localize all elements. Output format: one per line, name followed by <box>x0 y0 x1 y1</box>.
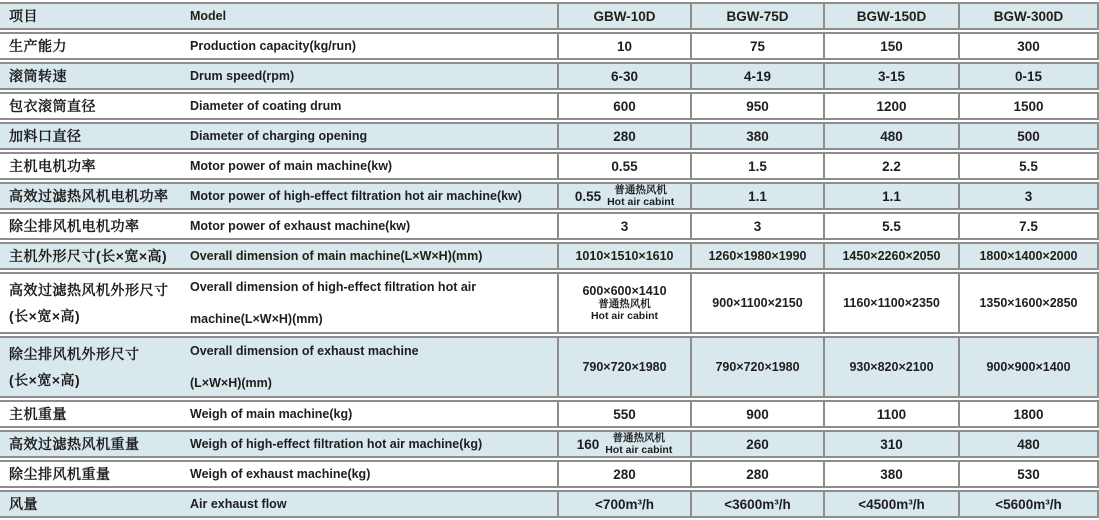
value-cell: 1350×1600×2850 <box>958 272 1099 334</box>
label-line-2: machine(L×W×H)(mm) <box>190 312 323 327</box>
value-cell: 7.5 <box>958 212 1099 240</box>
row-air-exhaust-flow <box>0 490 1099 518</box>
label-two-lines <box>9 276 185 330</box>
row-exhaust-motor-power <box>0 212 1099 240</box>
item-label-en: Motor power of high-effect filtration hot air machine(kw) <box>185 182 557 210</box>
value-cell: 75 <box>690 32 823 60</box>
value-cell: 380 <box>823 460 958 488</box>
item-label-en <box>185 336 557 398</box>
row-main-motor-power <box>0 152 1099 180</box>
value-cell: 1100 <box>823 400 958 428</box>
value-cell: 280 <box>690 460 823 488</box>
value-cell: 6-30 <box>557 62 690 90</box>
item-label-cn: 生产能力 <box>0 32 185 60</box>
row-exhaust-machine-dimension <box>0 336 1099 398</box>
item-label-cn: 加料口直径 <box>0 122 185 150</box>
header-model-label: Model <box>185 2 557 30</box>
value-cell: 3 <box>557 212 690 240</box>
value-cell-with-note <box>557 430 690 458</box>
value-cell: 1.5 <box>690 152 823 180</box>
label-two-lines <box>9 340 185 394</box>
note-en: Hot air cabint <box>607 196 675 209</box>
item-label-cn: 滚筒转速 <box>0 62 185 90</box>
label-line-1: 除尘排风机外形尺寸 <box>9 346 140 363</box>
value-cell: 1260×1980×1990 <box>690 242 823 270</box>
row-hot-air-machine-dimension <box>0 272 1099 334</box>
value-cell: 900×1100×2150 <box>690 272 823 334</box>
value-cell: 1800 <box>958 400 1099 428</box>
value-cell: <700m³/h <box>557 490 690 518</box>
row-main-machine-dimension <box>0 242 1099 270</box>
item-label-cn: 高效过滤热风机电机功率 <box>0 182 185 210</box>
item-label-en: Drum speed(rpm) <box>185 62 557 90</box>
item-label-en: Production capacity(kg/run) <box>185 32 557 60</box>
item-label-cn: 包衣滚筒直径 <box>0 92 185 120</box>
item-label-cn: 主机电机功率 <box>0 152 185 180</box>
value-cell: 1200 <box>823 92 958 120</box>
value-cell: 600 <box>557 92 690 120</box>
value-cell: 5.5 <box>823 212 958 240</box>
item-label-en: Diameter of coating drum <box>185 92 557 120</box>
item-label-en: Weigh of exhaust machine(kg) <box>185 460 557 488</box>
row-hot-air-motor-power <box>0 182 1099 210</box>
label-line-2: (长×宽×高) <box>9 308 81 325</box>
row-drum-speed <box>0 62 1099 90</box>
item-label-en: Motor power of main machine(kw) <box>185 152 557 180</box>
model-header-bgw300d: BGW-300D <box>958 2 1099 30</box>
value-note-stack <box>559 284 690 323</box>
note-cn: 普通热风机 <box>612 432 666 445</box>
value-cell: 0-15 <box>958 62 1099 90</box>
header-row <box>0 2 1099 30</box>
value-cell: 790×720×1980 <box>557 336 690 398</box>
value-cell: 950 <box>690 92 823 120</box>
row-charging-opening-diameter <box>0 122 1099 150</box>
value-cell-with-note <box>557 182 690 210</box>
item-label-en: Weigh of high-effect filtration hot air machine(kg) <box>185 430 557 458</box>
label-line-2: (长×宽×高) <box>9 372 81 389</box>
label-line-2: (L×W×H)(mm) <box>190 376 272 391</box>
value-cell: 1.1 <box>823 182 958 210</box>
value-cell-with-note <box>557 272 690 334</box>
label-line-1: 高效过滤热风机外形尺寸 <box>9 282 169 299</box>
note-en: Hot air cabint <box>605 444 673 457</box>
value-cell: 0.55 <box>557 152 690 180</box>
item-label-cn: 主机外形尺寸(长×宽×高) <box>0 242 185 270</box>
note-en: Hot air cabint <box>590 309 659 322</box>
row-production-capacity <box>0 32 1099 60</box>
value-cell: 10 <box>557 32 690 60</box>
value-cell: 530 <box>958 460 1099 488</box>
model-header-gbw10d: GBW-10D <box>557 2 690 30</box>
value-cell: 900 <box>690 400 823 428</box>
value-cell: 1010×1510×1610 <box>557 242 690 270</box>
value-cell: <3600m³/h <box>690 490 823 518</box>
value-cell: <4500m³/h <box>823 490 958 518</box>
value-note-group <box>559 432 690 456</box>
label-line-1: Overall dimension of exhaust machine <box>190 344 419 359</box>
model-header-bgw150d: BGW-150D <box>823 2 958 30</box>
value-text: 160 <box>576 436 600 452</box>
note-cn: 普通热风机 <box>598 298 651 311</box>
model-header-bgw75d: BGW-75D <box>690 2 823 30</box>
item-label-en <box>185 272 557 334</box>
row-exhaust-machine-weight <box>0 460 1099 488</box>
row-coating-drum-diameter <box>0 92 1099 120</box>
item-label-en: Motor power of exhaust machine(kw) <box>185 212 557 240</box>
item-label-en: Overall dimension of main machine(L×W×H)(mm) <box>185 242 557 270</box>
value-cell: 150 <box>823 32 958 60</box>
label-two-lines <box>190 276 557 330</box>
item-label-cn: 风量 <box>0 490 185 518</box>
value-cell: 500 <box>958 122 1099 150</box>
value-cell: 900×900×1400 <box>958 336 1099 398</box>
item-label-en: Weigh of main machine(kg) <box>185 400 557 428</box>
value-cell: 3 <box>958 182 1099 210</box>
value-cell: 930×820×2100 <box>823 336 958 398</box>
value-cell: 2.2 <box>823 152 958 180</box>
value-cell: 280 <box>557 122 690 150</box>
item-label-cn <box>0 336 185 398</box>
row-main-machine-weight <box>0 400 1099 428</box>
value-cell: 1500 <box>958 92 1099 120</box>
note-cn: 普通热风机 <box>614 184 667 196</box>
label-line-1: Overall dimension of high-effect filtration hot air <box>190 280 477 295</box>
value-text: 0.55 <box>574 188 602 204</box>
row-hot-air-machine-weight <box>0 430 1099 458</box>
value-cell: 280 <box>557 460 690 488</box>
value-cell: <5600m³/h <box>958 490 1099 518</box>
item-label-cn: 主机重量 <box>0 400 185 428</box>
value-cell: 380 <box>690 122 823 150</box>
value-cell: 480 <box>823 122 958 150</box>
item-label-cn: 除尘排风机重量 <box>0 460 185 488</box>
value-cell: 260 <box>690 430 823 458</box>
value-cell: 1.1 <box>690 182 823 210</box>
item-label-en: Diameter of charging opening <box>185 122 557 150</box>
hot-air-cabinet-note <box>605 432 672 456</box>
hot-air-cabinet-note <box>607 184 674 208</box>
label-two-lines <box>190 340 557 394</box>
value-text: 600×600×1410 <box>582 283 667 298</box>
value-cell: 5.5 <box>958 152 1099 180</box>
value-cell: 4-19 <box>690 62 823 90</box>
item-label-cn <box>0 272 185 334</box>
value-note-group <box>559 184 690 208</box>
value-cell: 1800×1400×2000 <box>958 242 1099 270</box>
value-cell: 1450×2260×2050 <box>823 242 958 270</box>
value-cell: 790×720×1980 <box>690 336 823 398</box>
item-label-cn: 高效过滤热风机重量 <box>0 430 185 458</box>
header-item-cn: 项目 <box>0 2 185 30</box>
value-cell: 300 <box>958 32 1099 60</box>
value-cell: 550 <box>557 400 690 428</box>
item-label-en: Air exhaust flow <box>185 490 557 518</box>
value-cell: 3-15 <box>823 62 958 90</box>
value-cell: 310 <box>823 430 958 458</box>
item-label-cn: 除尘排风机电机功率 <box>0 212 185 240</box>
value-cell: 1160×1100×2350 <box>823 272 958 334</box>
value-cell: 480 <box>958 430 1099 458</box>
value-cell: 3 <box>690 212 823 240</box>
